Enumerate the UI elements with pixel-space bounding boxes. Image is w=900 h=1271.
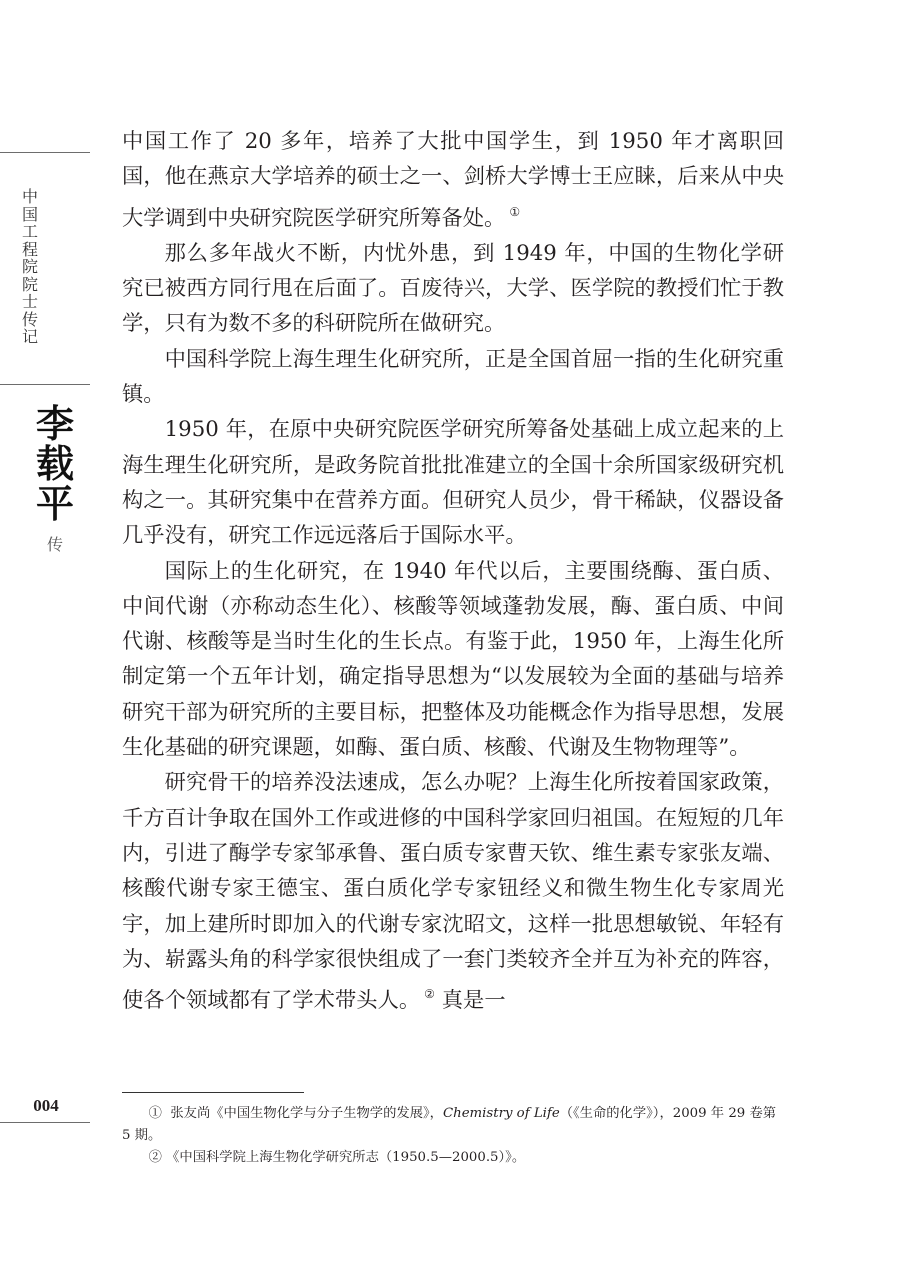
paragraph: 研究骨干的培养没法速成，怎么办呢？上海生化所按着国家政策，千方百计争取在国外工作或进修的中国科学家回归祖国。在短短的几年内，引进了酶学专家邹承鲁、蛋白质专家曹天钦、维生素专家张友端、核酸代谢专家王德宝、蛋白质化学专家钮经义和微生物生化专家周光宇，加上建所时即加入的代谢专家沈昭文，这样一批思想敏锐、年轻有为、崭露头角的科学家很快组成了一套门类较齐全并互为补充的阵容，使各个领域都有了学术带头人。 ② 真是一 xyxy=(122,770,784,1014)
author-name: 李载平 xyxy=(35,401,74,526)
paragraph: 中国科学院上海生理生化研究所，正是全国首屈一指的生化研究重镇。 xyxy=(122,346,784,408)
page-number-rule xyxy=(0,1122,90,1123)
author-suffix: 传 xyxy=(46,535,63,554)
paragraph: 1950 年，在原中央研究院医学研究所筹备处基础上成立起来的上海生理生化研究所，是政务院首批批准建立的全国十余所国家级研究机构之一。其研究集中在营养方面。但研究人员少，骨干稀缺，仪器设备几乎没有，研究工作远远落后于国际水平。 xyxy=(122,417,784,549)
paragraph: 那么多年战火不断，内忧外患，到 1949 年，中国的生物化学研究已被西方同行甩在后面了。百废待兴，大学、医学院的教授们忙于教学，只有为数不多的科研院所在做研究。 xyxy=(122,240,784,337)
footnote-item: ① 张友尚《中国生物化学与分子生物学的发展》，Chemistry of Life（《生命的化学》），2009 年 29 卷第 5 期。 xyxy=(122,1106,777,1143)
series-title: 中国工程院院士传记 xyxy=(21,187,38,346)
footnote-item: ② 《中国科学院上海生物化学研究所志（1950.5—2000.5）》。 xyxy=(148,1150,526,1165)
footnote-ref-1[interactable]: ① xyxy=(509,204,521,219)
author-name-calligraphy xyxy=(26,401,84,526)
sidebar-middle-rule xyxy=(0,384,90,385)
body-text xyxy=(122,124,784,1018)
paragraph: 国际上的生化研究，在 1940 年代以后，主要围绕酶、蛋白质、中间代谢（亦称动态生化）、核酸等领域蓬勃发展，酶、蛋白质、中间代谢、核酸等是当时生化的生长点。有鉴于此，1950 年，上海生化所制定第一个五年计划，确定指导思想为“以发展较为全面的基础与培养研究干部为研究所的主要目标，把整体及功能概念作为指导思想，发展生化基础的研究课题，如酶、蛋白质、核酸、代谢及生物物理等”。 xyxy=(122,558,784,761)
footnote-rule xyxy=(122,1092,304,1093)
paragraph: 中国工作了 20 多年，培养了大批中国学生，到 1950 年才离职回国，他在燕京大学培养的硕士之一、剑桥大学博士王应睐，后来从中央大学调到中央研究院医学研究所筹备处。 ① xyxy=(122,129,784,231)
sidebar-top-rule xyxy=(0,152,90,153)
page-number: 004 xyxy=(33,1096,59,1115)
footnote-ref-2[interactable]: ② xyxy=(424,987,435,1002)
footnotes xyxy=(122,1103,784,1169)
